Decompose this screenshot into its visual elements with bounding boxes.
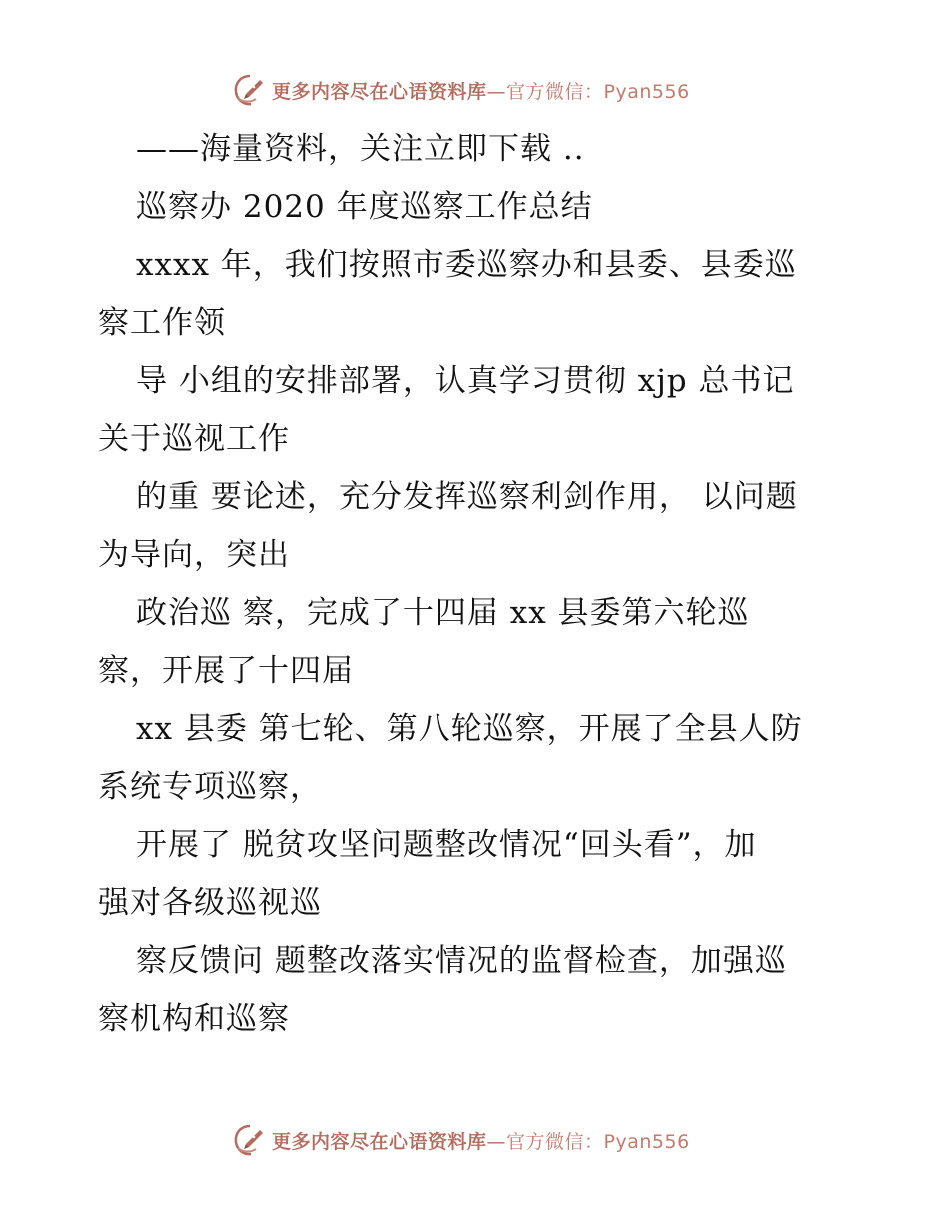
text-line: 的重 要论述，充分发挥巡察利剑作用， 以问题 [136,479,798,515]
text-line: 察工作领 [98,305,226,341]
text-line: 察反馈问 题整改落实情况的监督检查，加强巡 [136,943,787,979]
header-watermark [232,72,690,108]
text-line: 强对各级巡视巡 [98,885,322,921]
text-line: 系统专项巡察， [98,769,322,805]
text-line: 察，开展了十四届 [98,653,354,689]
footer-watermark [232,1122,690,1158]
pen-nib-swirl-icon [232,1122,268,1158]
pen-nib-swirl-icon [232,72,268,108]
watermark-text: 更多内容尽在心语资料库—官方微信：Pyan556 [272,80,690,103]
document-body [0,120,950,1048]
text-line: 政治巡 察，完成了十四届 xx 县委第六轮巡 [136,595,750,631]
text-line: 巡察办 2020 年度巡察工作总结 [136,189,593,225]
text-line: 关于巡视工作 [98,421,290,457]
text-line: 为导向，突出 [98,537,290,573]
text-line: 导 小组的安排部署，认真学习贯彻 xjp 总书记 [136,363,795,399]
text-line: 开展了 脱贫攻坚问题整改情况“回头看”，加 [136,827,757,863]
text-line: xx 县委 第七轮、第八轮巡察，开展了全县人防 [136,711,803,747]
text-line: ——海量资料，关注立即下载 .. [136,131,585,167]
text-line: 察机构和巡察 [98,1001,290,1037]
text-line: xxxx 年，我们按照市委巡察办和县委、县委巡 [136,247,797,283]
watermark-text: 更多内容尽在心语资料库—官方微信：Pyan556 [272,1130,690,1153]
